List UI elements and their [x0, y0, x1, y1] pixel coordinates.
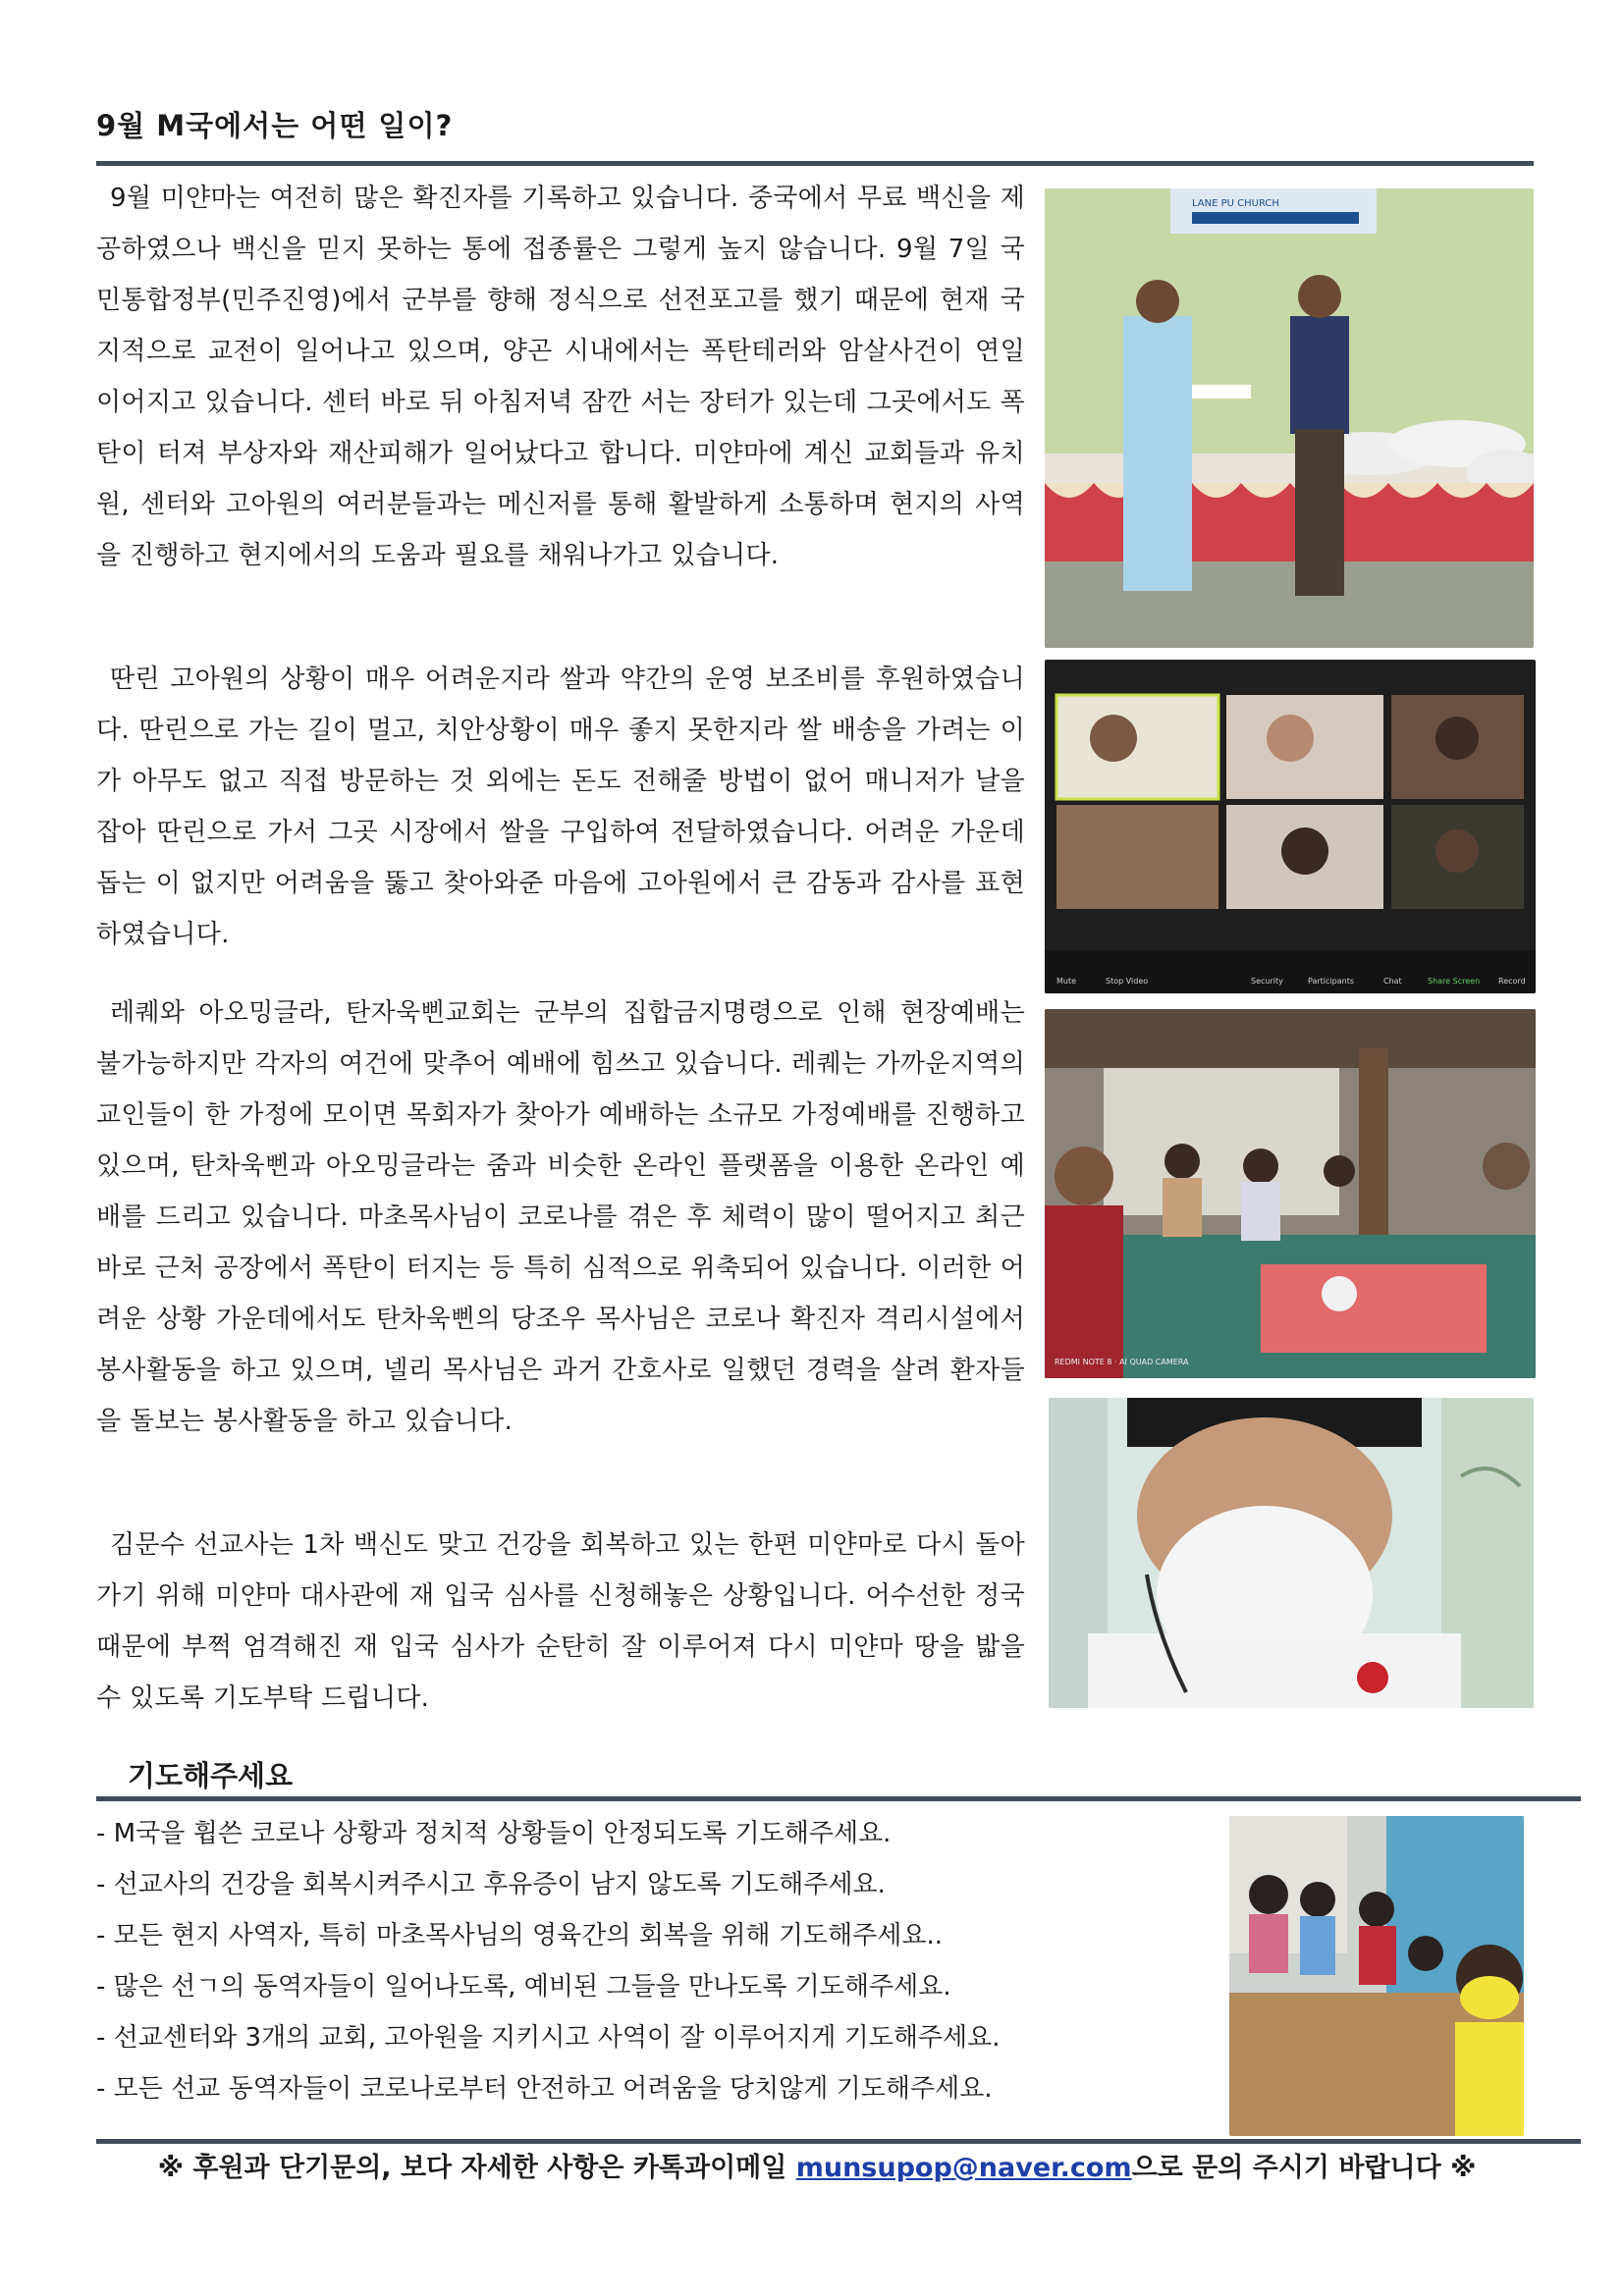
photo-house-worship: [1045, 1009, 1536, 1378]
paragraph-3: 레퀘와 아오밍글라, 탄자욱삔교회는 군부의 집합금지명령으로 인해 현장예배는 불가능하지만 각자의 여건에 맞추어 예배에 힘쓰고 있습니다. 레퀘는 가까운지역의 교인들이 한 가정에 모이면 목회자가 찾아가 예배하는 소규모 가정예배를 진행하고 있으며, 탄차욱삔과 아오밍글라는 줌과 비슷한 온라인 플랫폼을 이용한 온라인 예배를 드리고 있습니다. 마초목사님이 코로나를 겪은 후 체력이 많이 떨어지고 최근 바로 근처 공장에서 폭탄이 터지는 등 특히 심적으로 위축되어 있습니다. 이러한 어려운 상황 가운데에서도 탄차욱삔의 당조우 목사님은 코로나 확진자 격리시설에서 봉사활동을 하고 있으며, 넬리 목사님은 과거 간호사로 일했던 경력을 살려 환자들을 돌보는 봉사활동을 하고 있습니다.: [96, 998, 1025, 1436]
paragraph-4: 김문수 선교사는 1차 백신도 맞고 건강을 회복하고 있는 한편 미얀마로 다시 돌아가기 위해 미얀마 대사관에 재 입국 심사를 신청해놓은 상황입니다. 어수선한 정국 때문에 부쩍 엄격해진 재 입국 심사가 순탄히 잘 이루어져 다시 미얀마 땅을 밟을 수 있도록 기도부탁 드립니다.: [96, 1530, 1025, 1713]
zoom-label-mute: Mute: [1056, 977, 1077, 986]
photo-missionary-selfie: [1049, 1398, 1534, 1708]
zoom-label-participants: Participants: [1308, 977, 1354, 986]
email-link[interactable]: munsupop@naver.com: [795, 2153, 1132, 2183]
zoom-label-record: Record: [1498, 977, 1526, 986]
photo-donation-handover: [1045, 188, 1534, 648]
prayer-item: - 선교센터와 3개의 교회, 고아원을 지키시고 사역이 잘 이루어지게 기도해주세요.: [96, 2023, 1001, 2053]
footer-prefix: ※ 후원과 단기문의, 보다 자세한 사항은 카톡과이메일: [157, 2153, 796, 2183]
footer-suffix: 으로 문의 주시기 바랍니다 ※: [1131, 2153, 1477, 2183]
camera-watermark: REDMI NOTE 8 · AI QUAD CAMERA: [1055, 1358, 1189, 1366]
zoom-label-security: Security: [1251, 977, 1283, 986]
title-divider: [96, 161, 1534, 166]
zoom-label-share-screen: Share Screen: [1428, 977, 1481, 986]
prayer-list: [96, 1808, 1206, 2114]
zoom-label-chat: Chat: [1383, 977, 1402, 986]
paragraph-2: 딴린 고아원의 상황이 매우 어려운지라 쌀과 약간의 운영 보조비를 후원하였습니다. 딴린으로 가는 길이 멀고, 치안상황이 매우 좋지 못한지라 쌀 배송을 가려는 이가 아무도 없고 직접 방문하는 것 외에는 돈도 전해줄 방법이 없어 매니저가 날을 잡아 딴린으로 가서 그곳 시장에서 쌀을 구입하여 전달하였습니다. 어려운 가운데 돕는 이 없지만 어려움을 뚫고 찾아와준 마음에 고아원에서 큰 감동과 감사를 표현하였습니다.: [96, 665, 1025, 949]
prayer-item: - 많은 선ㄱ의 동역자들이 일어나도록, 예비된 그들을 만나도록 기도해주세요.: [96, 1972, 951, 2002]
banner-text: LANE PU CHURCH: [1192, 198, 1279, 209]
contact-footer: [120, 2146, 1514, 2184]
photo-children-group: [1229, 1816, 1524, 2136]
footer-divider: [96, 2139, 1581, 2144]
prayer-divider: [96, 1796, 1581, 1801]
zoom-label-stop-video: Stop Video: [1106, 977, 1149, 986]
photo-zoom-meeting: [1045, 660, 1536, 993]
prayer-item: - 선교사의 건강을 회복시켜주시고 후유증이 남지 않도록 기도해주세요.: [96, 1870, 886, 1899]
prayer-item: - M국을 휩쓴 코로나 상황과 정치적 상황들이 안정되도록 기도해주세요.: [96, 1819, 892, 1848]
page-title: 9월 M국에서는 어떤 일이?: [96, 109, 454, 142]
paragraph-1: 9월 미얀마는 여전히 많은 확진자를 기록하고 있습니다. 중국에서 무료 백신을 제공하였으나 백신을 믿지 못하는 통에 접종률은 그렇게 높지 않습니다. 9월 7일 국민통합정부(민주진영)에서 군부를 향해 정식으로 선전포고를 했기 때문에 현재 국지적으로 교전이 일어나고 있으며, 양곤 시내에서는 폭탄테러와 암살사건이 연일 이어지고 있습니다. 센터 바로 뒤 아침저녁 잠깐 서는 장터가 있는데 그곳에서도 폭탄이 터져 부상자와 재산피해가 일어났다고 합니다. 미얀마에 계신 교회들과 유치원, 센터와 고아원의 여러분들과는 메신저를 통해 활발하게 소통하며 현지의 사역을 진행하고 현지에서의 도움과 필요를 채워나가고 있습니다.: [96, 184, 1025, 570]
prayer-item: - 모든 현지 사역자, 특히 마초목사님의 영육간의 회복을 위해 기도해주세요..: [96, 1921, 944, 1950]
prayer-item: - 모든 선교 동역자들이 코로나로부터 안전하고 어려움을 당치않게 기도해주세요.: [96, 2074, 993, 2104]
prayer-heading: 기도해주세요: [128, 1759, 294, 1792]
